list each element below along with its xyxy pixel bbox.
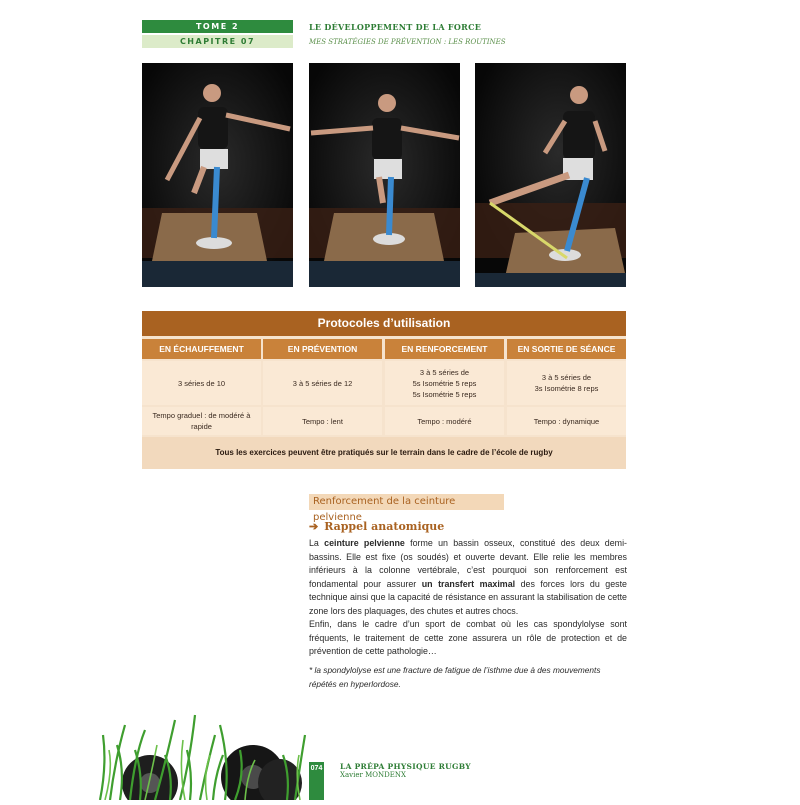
photo-athlete-balance-2 [309,63,460,287]
grass-weights-illustration [95,705,310,800]
protocols-table [142,311,626,469]
rappel-label: Rappel anatomique [324,520,445,533]
tome-label: TOME 2 [142,20,293,33]
cell-series-sortie: 3 à 5 séries de 3s Isométrie 8 reps [507,361,626,405]
chapter-title: LE DÉVELOPPEMENT DE LA FORCE [309,22,482,32]
book-title: LA PRÉPA PHYSIQUE RUGBY [340,762,471,771]
rappel-heading [309,520,444,533]
col-header-prevention: EN PRÉVENTION [263,339,382,359]
col-header-echauffement: EN ÉCHAUFFEMENT [142,339,261,359]
cell-series-renforcement: 3 à 5 séries de 5s Isométrie 5 reps 5s Isométrie 5 reps [385,361,504,405]
arrow-right-icon: ➔ [309,520,319,533]
body-paragraph-2: Enfin, dans le cadre d’un sport de combat où les cas spondylolyse sont fréquents, le traitement de cette zone assurera un rôle de protection et de prévention de cette pathologie… [309,619,627,656]
cell-tempo-sortie: Tempo : dynamique [507,407,626,435]
photo-athlete-balance-1 [142,63,293,287]
protocols-title: Protocoles d’utilisation [142,311,626,336]
chapter-subtitle: MES STRATÉGIES DE PRÉVENTION : LES ROUTINES [309,38,506,46]
footnote: * la spondylolyse est une fracture de fatigue de l’isthme due à des mouvements répétés en hyperlordose. [309,665,601,689]
cell-tempo-renforcement: Tempo : modéré [385,407,504,435]
chapter-label: CHAPITRE 07 [142,35,293,48]
bold-ceinture: ceinture pelvienne [324,538,405,548]
cell-series-echauffement: 3 séries de 10 [142,361,261,405]
cell-series-prevention: 3 à 5 séries de 12 [263,361,382,405]
bold-transfert: un transfert maximal [421,578,516,589]
col-header-renforcement: EN RENFORCEMENT [385,339,504,359]
page-number: 074 [309,762,324,800]
photo-athlete-band-kick [475,63,626,287]
body-paragraph: La ceinture pelvienne forme un bassin osseux, constitué des deux demi-bassins. Elle est fixe (os soudés) et ouverte devant. Elle relie les membres inférieurs à la colonne vertébrale, c’est pourquoi son renforcement est fondamental pour assurer un transfert maximal des forces lors du geste technique ainsi que la capacité de résistance en assurant la stabilisation de cette zone lors des plaquages, des chutes et autres chocs. Enfin, dans le cadre d’un sport de combat où les cas spondylolyse sont fréquents, le traitement de cette zone assurera un rôle de protection et de prévention de cette pathologie… [309,538,628,656]
cell-tempo-echauffement: Tempo graduel : de modéré à rapide [142,407,261,435]
cell-tempo-prevention: Tempo : lent [263,407,382,435]
section-title: Renforcement de la ceinture pelvienne [309,494,504,510]
col-header-sortie: EN SORTIE DE SÉANCE [507,339,626,359]
book-author: Xavier MONDENX [340,771,406,779]
protocols-footer-note: Tous les exercices peuvent être pratiqués sur le terrain dans le cadre de l’école de rugby [142,437,626,469]
